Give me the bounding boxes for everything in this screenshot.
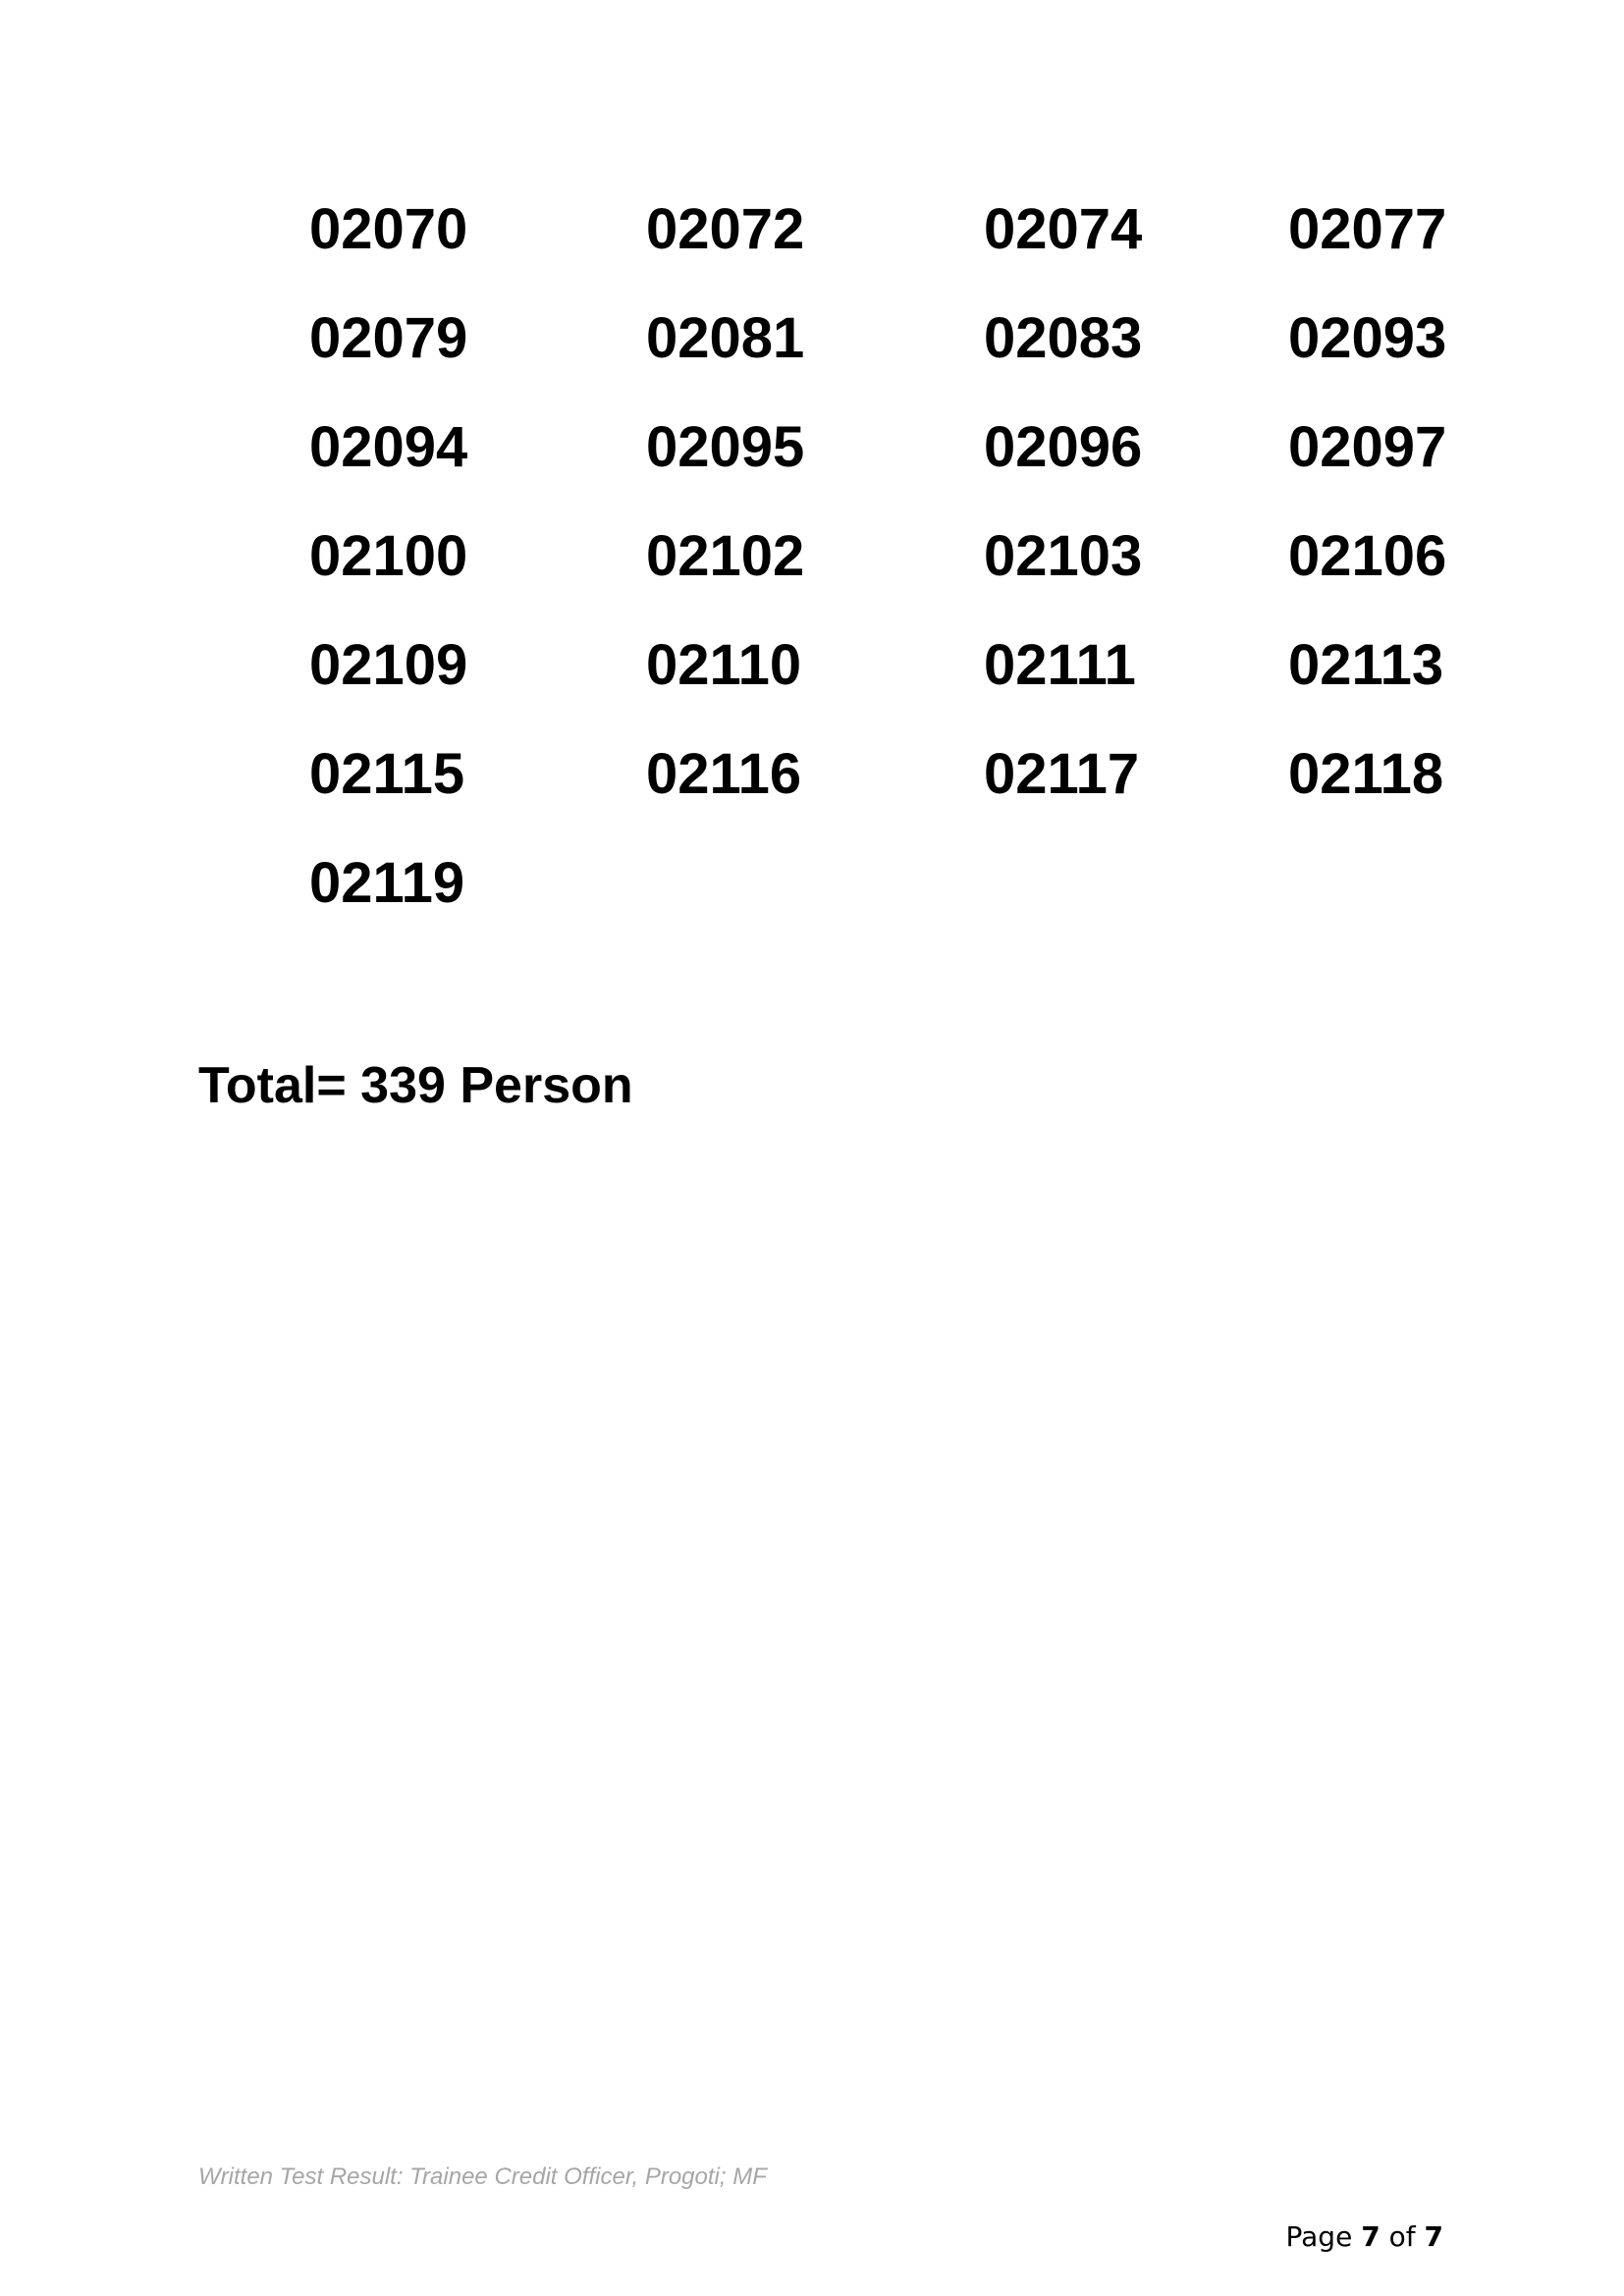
roll-number: 02110 [646, 633, 802, 697]
roll-number: 02083 [984, 306, 1143, 370]
page-total: 7 [1424, 2220, 1443, 2253]
roll-number: 02100 [309, 524, 468, 588]
roll-number: 02113 [1288, 633, 1444, 697]
roll-number: 02109 [309, 633, 468, 697]
roll-number: 02118 [1288, 742, 1444, 806]
footer-note: Written Test Result: Trainee Credit Officer, Progoti; MF [198, 2163, 767, 2190]
roll-number: 02115 [309, 742, 465, 806]
page-prefix: Page [1285, 2220, 1353, 2253]
roll-number: 02093 [1288, 306, 1447, 370]
roll-number: 02103 [984, 524, 1143, 588]
roll-number: 02077 [1288, 197, 1447, 261]
roll-number: 02079 [309, 306, 468, 370]
roll-number: 02117 [984, 742, 1140, 806]
roll-number: 02116 [646, 742, 802, 806]
roll-number: 02097 [1288, 415, 1447, 479]
page-of: of [1388, 2220, 1416, 2253]
page-current: 7 [1361, 2220, 1380, 2253]
roll-number: 02081 [646, 306, 805, 370]
roll-number: 02111 [984, 633, 1136, 697]
page-number [1286, 2220, 1443, 2253]
roll-number: 02119 [309, 851, 465, 915]
roll-number: 02106 [1288, 524, 1447, 588]
roll-number: 02094 [309, 415, 468, 479]
roll-number: 02072 [646, 197, 805, 261]
roll-number: 02074 [984, 197, 1143, 261]
total-count: Total= 339 Person [198, 1057, 633, 1114]
roll-number: 02070 [309, 197, 468, 261]
roll-number-grid [0, 0, 1624, 982]
roll-number: 02096 [984, 415, 1143, 479]
roll-number: 02095 [646, 415, 805, 479]
roll-number: 02102 [646, 524, 805, 588]
